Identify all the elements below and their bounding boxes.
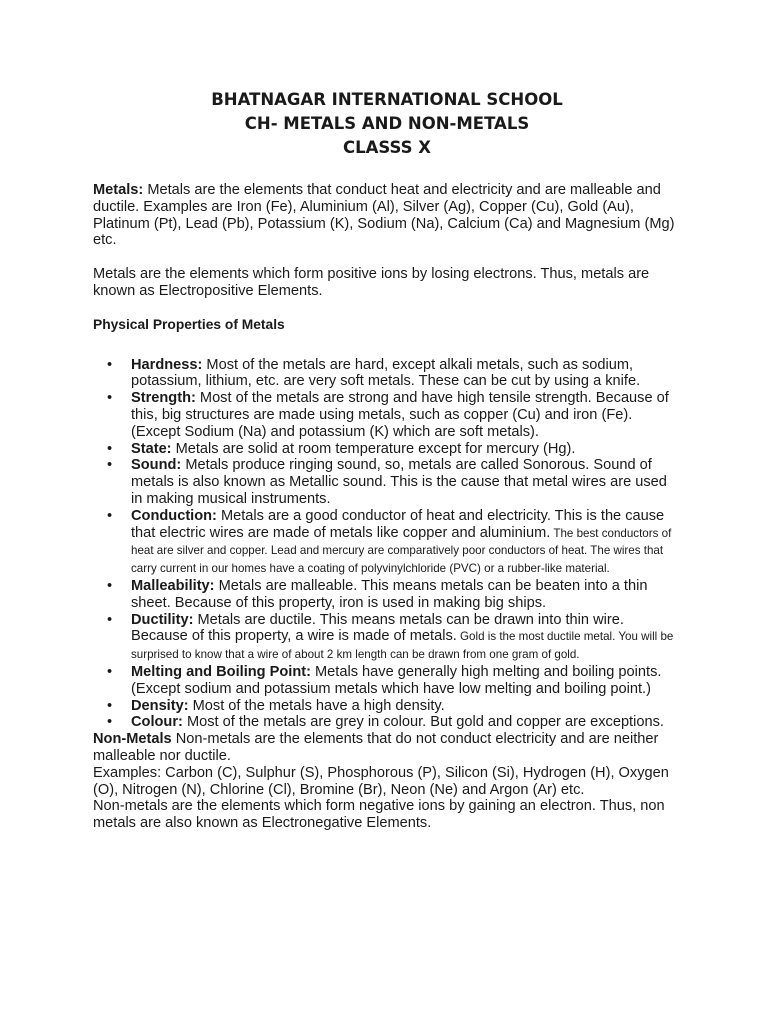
bullet-icon: • xyxy=(107,714,113,731)
nonmetals-examples: Examples: Carbon (C), Sulphur (S), Phosphorous (P), Silicon (Si), Hydrogen (H), Oxygen (O), Nitrogen (N), Chlorine (Cl), Bromine (Br), Neon (Ne) and Argon (Ar) etc. xyxy=(93,764,669,798)
property-extra-note: Gold is the most ductile metal. You will be surprised to know that a wire of about 2 km length can be drawn from one gram of gold. xyxy=(131,630,674,662)
list-item-colour xyxy=(107,714,681,731)
bullet-icon: • xyxy=(107,577,113,594)
property-text: Metals produce ringing sound, so, metals are called Sonorous. Sound of metals is also known as Metallic sound. This is the cause that metal wires are used in making musical instruments. xyxy=(131,457,667,507)
property-label: State: xyxy=(131,440,172,457)
section-title: Physical Properties of Metals xyxy=(93,316,285,332)
nonmetals-definition xyxy=(93,731,681,765)
property-text: Metals are a good conductor of heat and electricity. This is the cause that electric wires are made of metals like copper and aluminium. xyxy=(131,507,665,541)
list-item-hardness xyxy=(107,356,681,391)
property-label: Conduction: xyxy=(131,507,217,524)
bullet-icon: • xyxy=(107,697,113,714)
property-text: Metals have generally high melting and boiling points. (Except sodium and potassium metals which have low melting and boiling point.) xyxy=(131,663,662,697)
nonmetals-definition-text: Non-metals are the elements that do not conduct electricity and are neither malleable nor ductile. xyxy=(93,731,659,764)
list-item-density xyxy=(107,697,681,715)
property-label: Strength: xyxy=(131,390,196,407)
document-header xyxy=(93,88,681,160)
list-item-sound xyxy=(107,457,681,507)
properties-list xyxy=(93,357,681,732)
property-label: Density: xyxy=(131,697,189,714)
bullet-icon: • xyxy=(107,457,113,474)
property-text: Most of the metals are grey in colour. But gold and copper are exceptions. xyxy=(182,714,664,731)
school-name: BHATNAGAR INTERNATIONAL SCHOOL xyxy=(211,90,563,109)
negative-ions-paragraph: Non-metals are the elements which form negative ions by gaining an electron. Thus, non metals are also known as Electronegative Elements. xyxy=(93,798,665,832)
bullet-icon: • xyxy=(107,356,113,373)
metals-definition-text: Metals are the elements that conduct heat and electricity and are malleable and ductile. Examples are Iron (Fe), Aluminium (Al), Silver (Ag), Copper (Cu), Gold (Au), Platinum (Pt), Lead (Pb), Potassium (K), Sodium (Na), Calcium (Ca) and Magnesium (Mg) etc. xyxy=(93,182,675,249)
property-label: Melting and Boiling Point: xyxy=(131,663,311,680)
metals-definition xyxy=(93,182,681,249)
bullet-icon: • xyxy=(107,390,113,407)
property-label: Sound: xyxy=(131,457,182,474)
bullet-icon: • xyxy=(107,611,113,628)
list-item-state xyxy=(107,440,681,458)
metals-label: Metals: xyxy=(93,182,144,198)
bullet-icon: • xyxy=(107,663,113,680)
property-text: Metals are solid at room temperature except for mercury (Hg). xyxy=(171,440,576,457)
list-item-strength xyxy=(107,390,681,440)
bullet-icon: • xyxy=(107,507,113,524)
property-text: Most of the metals have a high density. xyxy=(188,697,445,714)
list-item-malleability xyxy=(107,577,681,612)
list-item-ductility xyxy=(107,611,681,664)
property-text: Most of the metals are strong and have high tensile strength. Because of this, big structures are made using metals, such as copper (Cu) and iron (Fe). (Except Sodium (Na) and potassium (K) which are soft metals). xyxy=(131,390,669,440)
property-extra-note: The best conductors of heat are silver and copper. Lead and mercury are comparatively poor conductors of heat. The wires that carry current in our homes have a coating of polyvinylchloride (PVC) or a rubber-like material. xyxy=(131,526,672,576)
property-label: Colour: xyxy=(131,714,183,731)
class-label: CLASSS X xyxy=(342,138,432,157)
positive-ions-paragraph: Metals are the elements which form positive ions by losing electrons. Thus, metals are known as Electropositive Elements. xyxy=(93,266,650,299)
property-text: Metals are ductile. This means metals can be drawn into thin wire. Because of this property, a wire is made of metals. xyxy=(131,611,624,645)
property-label: Hardness: xyxy=(131,356,203,373)
chapter-title: CH- METALS AND NON-METALS xyxy=(244,114,530,133)
property-text: Most of the metals are hard, except alkali metals, such as sodium, potassium, lithium, etc. are very soft metals. These can be cut by using a knife. xyxy=(131,356,641,390)
list-item-conduction xyxy=(107,507,681,578)
nonmetals-label: Non-Metals xyxy=(93,731,172,748)
property-text: Metals are malleable. This means metals can be beaten into a thin sheet. Because of this property, iron is used in making big ships. xyxy=(131,577,648,611)
property-label: Ductility: xyxy=(131,611,194,628)
list-item-melting-boiling xyxy=(107,663,681,698)
property-label: Malleability: xyxy=(131,577,215,594)
bullet-icon: • xyxy=(107,440,113,457)
document-page xyxy=(93,88,681,832)
